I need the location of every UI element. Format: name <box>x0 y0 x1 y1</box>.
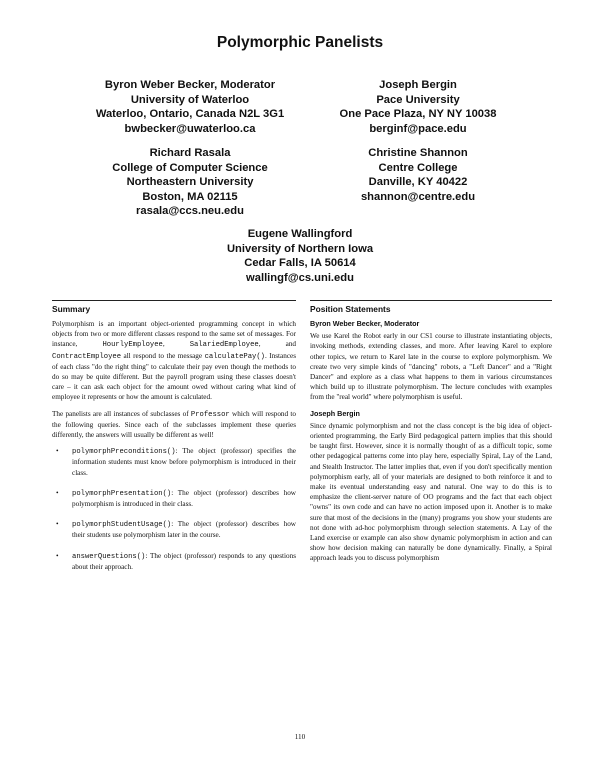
author-email: berginf@pace.edu <box>369 122 467 135</box>
author-address: Boston, MA 02115 <box>142 190 238 203</box>
positions-column <box>310 319 552 570</box>
paper-title: Polymorphic Panelists <box>216 34 384 51</box>
code-professor: Professor <box>190 410 230 419</box>
bergin-subheading: Joseph Bergin <box>310 408 360 418</box>
author-email: rasala@ccs.neu.edu <box>136 205 244 218</box>
author-email: bwbecker@uwaterloo.ca <box>124 122 256 135</box>
author-name: Byron Weber Becker, Moderator <box>104 79 276 91</box>
author-org: Centre College <box>378 161 458 174</box>
author-email: shannon@centre.edu <box>360 190 476 203</box>
author-org: Pace University <box>376 93 460 106</box>
bullet-icon: • <box>56 520 59 529</box>
code-calculate-pay: calculatePay() <box>204 352 265 361</box>
author-org: College of Computer Science <box>112 161 268 174</box>
list-item: • polymorphPresentation(): The object (professor) describes how polymorphism is introduced in their class. <box>56 488 296 509</box>
bullet-icon: • <box>56 447 59 456</box>
author-org: University of Waterloo <box>130 93 250 106</box>
author-address: Cedar Falls, IA 50614 <box>244 257 356 270</box>
becker-subheading: Byron Weber Becker, Moderator <box>310 319 420 328</box>
author-name: Richard Rasala <box>149 147 231 159</box>
list-item: • polymorphPreconditions(): The object (professor) specifies the information students must know before polymorphism is introduced in their class. <box>56 447 296 477</box>
author-wallingford <box>165 227 435 285</box>
author-email: wallingf@cs.uni.edu <box>246 271 354 284</box>
author-address: Waterloo, Ontario, Canada N2L 3G1 <box>95 108 285 121</box>
query-list <box>52 446 296 572</box>
summary-paragraph-2: The panelists are all instances of subclasses of Professor which will respond to the following queries. Since each of the subclasses implement these queries differently, the answers will usually be different as well! <box>52 409 297 440</box>
becker-statement: We use Karel the Robot early in our CS1 course to illustrate instantiating objects, invoking methods, extending classes, and more. After leaving Karel to explore other topics, we return to Karel late in the course to explore polymorphism. We create two very simple kinds of "dancing" robots, a "Left Dancer" and a "Right Dancer" and explore as a class what happens to them in various circumstances which build up to illustrate polymorphism. The lecture concludes with examples from the "real world" where polymorphism is useful. <box>310 332 552 402</box>
summary-column <box>52 319 296 582</box>
bullet-icon: • <box>56 551 59 560</box>
summary-paragraph-1: Polymorphism is an important object-oriented programming concept in which objects from two or more different classes respond to the same set of messages. For instance, HourlyEmployee, SalariedEmployee, and ContractEmployee all respond to the message calculatePay(). Instances of each class "do the right thing" to calculate their pay even though the methods to do so may be quite different. But the payroll program using these classes doesn't care – it can ask each object for the amount owed without caring what kind of employee it represents or how the amount is calculated. <box>52 320 297 402</box>
author-bergin <box>283 78 553 136</box>
code-hourly-employee: HourlyEmployee <box>102 341 163 350</box>
code-contract-employee: ContractEmployee <box>52 352 122 361</box>
author-name: Christine Shannon <box>368 147 468 159</box>
summary-rule <box>52 300 296 301</box>
code-salaried-employee: SalariedEmployee <box>189 341 259 350</box>
page-number: 110 <box>294 733 306 741</box>
author-address: Danville, KY 40422 <box>368 176 468 189</box>
positions-rule <box>310 300 552 301</box>
author-shannon <box>283 146 553 204</box>
bergin-statement: Since dynamic polymorphism and not the class concept is the big idea of object-oriented programming, the Early Bird pedagogical pattern implies that this should be taught first. However, since it is normally thought of as a difficult topic, some other pedagogical patterns come into play here, especially Spiral, Lay of the Land, and Stealth Instructor. The latter implies that, even if you don't specifically mention polymorphism early, all of your materials are designed to both reinforce it and to make its eventual understanding easy and natural. One way to do this is to emphasize the client-server nature of OO programs and the fact that each object "owns" its own code and can have no action imposed upon it. Another is to make sure that most of the decisions in the (many) programs you show your students are not done with ad-hoc polymorphism through selection statements. A Lay of the Land exercise or example can also show dynamic polymorphism in action and can show how decision making can naturally be done dynamically. Finally, a Spiral approach leads you to discuss polymorphism <box>310 421 552 563</box>
list-item: • answerQuestions(): The object (professor) responds to any questions about their approach. <box>56 551 296 571</box>
author-name: Joseph Bergin <box>379 79 457 91</box>
bullet-icon: • <box>56 488 59 497</box>
summary-heading: Summary <box>52 304 91 314</box>
author-address: One Pace Plaza, NY NY 10038 <box>339 108 497 121</box>
list-item: • polymorphStudentUsage(): The object (professor) describes how their students use polymorphism later in the course. <box>56 520 296 540</box>
author-org: University of Northern Iowa <box>226 242 374 255</box>
author-name: Eugene Wallingford <box>247 228 353 240</box>
positions-heading: Position Statements <box>310 304 391 314</box>
author-org-2: Northeastern University <box>126 176 254 189</box>
